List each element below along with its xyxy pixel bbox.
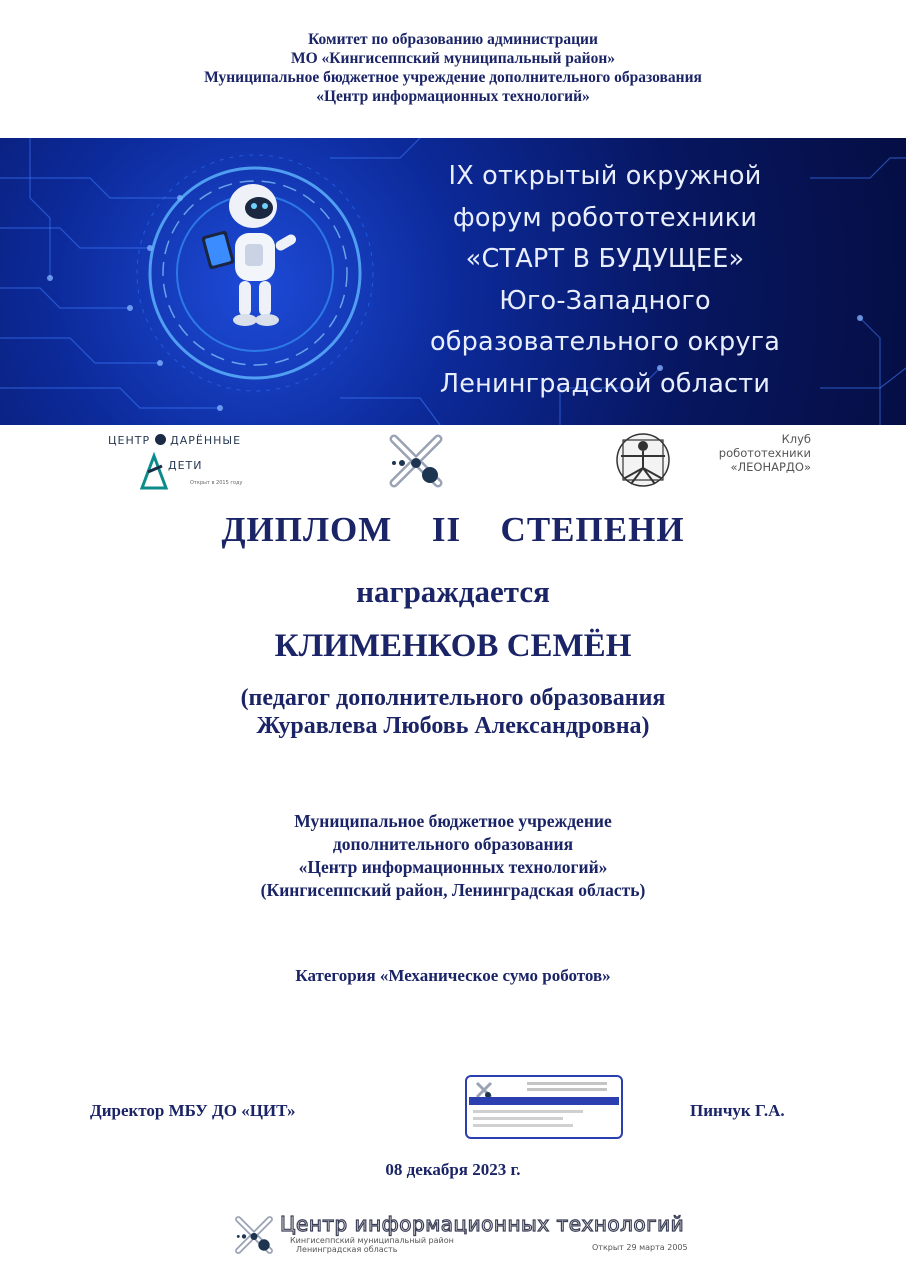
- institution-line-4: (Кингисеппский район, Ленинградская область): [260, 880, 646, 900]
- recipient-name: КЛИМЕНКОВ СЕМЁН: [274, 628, 632, 664]
- banner-line-5: образовательного округа: [429, 327, 781, 357]
- signer-name: Пинчук Г.А.: [690, 1101, 785, 1120]
- robot-icon: [195, 178, 335, 348]
- teacher-block: [0, 684, 906, 740]
- electronic-signature-stamp: [465, 1075, 623, 1139]
- banner-line-6: Ленинградской области: [439, 368, 771, 399]
- category-label: Категория «Механическое сумо роботов»: [295, 966, 611, 985]
- footer-subtitle: [290, 1236, 454, 1254]
- logo-left-small: Открыт в 2015 году: [190, 480, 243, 486]
- banner-line-1: IX открытый окружной: [448, 161, 762, 191]
- banner-line-3: «СТАРТ В БУДУЩЕЕ»: [465, 244, 745, 274]
- footer-sub-line-1: Кингисеппский муниципальный район: [290, 1236, 454, 1245]
- leonardo-club-logo: [615, 430, 815, 490]
- header-block: [0, 30, 906, 106]
- institution-block: [0, 810, 906, 902]
- logo-left-word3: ДЕТИ: [168, 459, 203, 472]
- awarded-label: награждается: [356, 574, 550, 609]
- gifted-children-center-logo: [108, 432, 258, 492]
- institution-line-2: дополнительного образования: [332, 834, 574, 854]
- institution-line-1: Муниципальное бюджетное учреждение: [294, 811, 612, 831]
- issue-date: 08 декабря 2023 г.: [385, 1160, 521, 1179]
- signature-stamp-graphic: [467, 1077, 621, 1137]
- footer-title: Центр информационных технологий: [280, 1212, 685, 1236]
- figure-icon: [138, 450, 168, 490]
- footer-opened-date: Открыт 29 марта 2005: [592, 1243, 688, 1252]
- vitruvian-man-icon: [615, 432, 671, 488]
- logo-left-word1: ЦЕНТР: [108, 434, 151, 447]
- institution-line-3: «Центр информационных технологий»: [298, 857, 608, 877]
- footer-cit-logo-icon: [232, 1215, 276, 1255]
- cit-logo-icon: [386, 433, 446, 489]
- header-line-1: Комитет по образованию администрации: [308, 31, 598, 48]
- diploma-title: ДИПЛОМ II СТЕПЕНИ: [221, 510, 685, 549]
- logo-right-line-3: «ЛЕОНАРДО»: [730, 460, 811, 474]
- teacher-line-1: (педагог дополнительного образования: [240, 685, 666, 711]
- director-title: Директор МБУ ДО «ЦИТ»: [90, 1101, 296, 1120]
- header-line-4: «Центр информационных технологий»: [316, 88, 590, 105]
- logo-right-line-2: робототехники: [718, 446, 811, 460]
- header-line-3: Муниципальное бюджетное учреждение дополнительного образования: [204, 69, 702, 86]
- footer-sub-line-2: Ленинградская область: [296, 1245, 398, 1254]
- banner-line-4: Юго-Западного: [499, 285, 711, 316]
- logo-right-line-1: Клуб: [781, 432, 811, 446]
- banner-line-2: форум робототехники: [452, 202, 758, 233]
- forum-banner: [0, 138, 906, 425]
- logo-left-dot-icon: [155, 434, 166, 445]
- logo-left-word2: ДАРЁННЫЕ: [170, 434, 242, 447]
- header-line-2: МО «Кингисеппский муниципальный район»: [290, 50, 616, 67]
- teacher-line-2: Журавлева Любовь Александровна): [256, 713, 650, 739]
- banner-title: [400, 156, 810, 405]
